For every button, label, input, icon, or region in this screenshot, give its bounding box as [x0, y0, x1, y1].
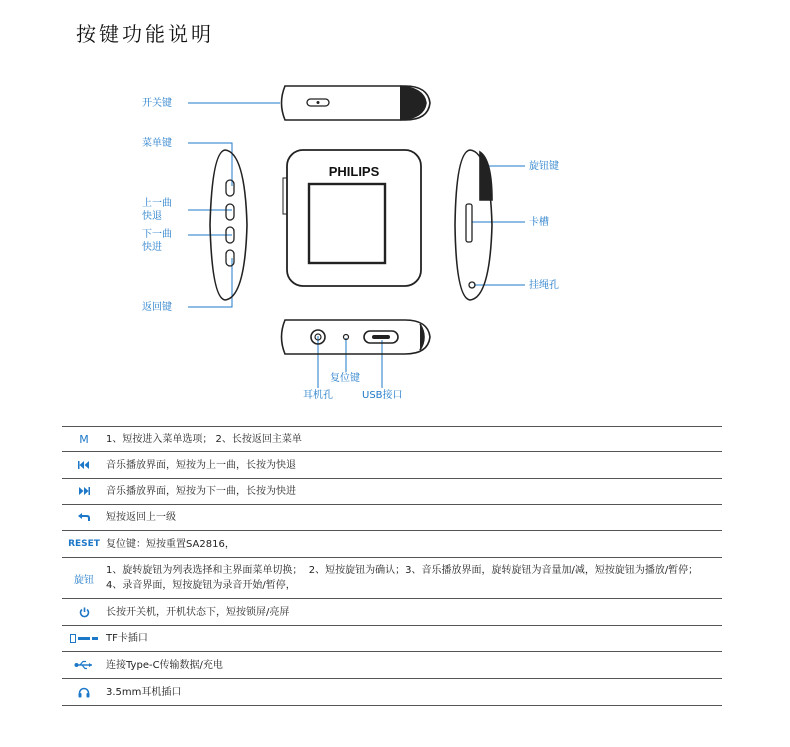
label-knob: 旋钮键	[529, 161, 559, 172]
row-text: 连接Type-C传输数据/充电	[106, 659, 223, 671]
label-reset: 复位键	[330, 373, 360, 384]
knob-text-icon: 旋钮	[74, 574, 94, 586]
usb-icon	[62, 660, 106, 671]
table-row	[62, 504, 722, 530]
next-track-icon	[62, 487, 106, 497]
table-row	[62, 598, 722, 625]
row-text: 1、旋转旋钮为列表选择和主界面菜单切换； 2、短按旋钮为确认；3、音乐播放界面，旋转旋钮为音量加/减，短按旋钮为播放/暂停； 4、录音界面，短按旋钮为录音开始/暂停，	[106, 565, 699, 591]
micro-sd-icon	[62, 634, 106, 644]
device-right-side-view	[455, 150, 492, 300]
table-row	[62, 678, 722, 706]
device-bottom-view	[282, 320, 431, 354]
label-menu: 菜单键	[142, 138, 172, 149]
back-arrow-icon	[62, 513, 106, 523]
table-row	[62, 478, 722, 504]
page-title: 按键功能说明	[76, 22, 214, 46]
table-row	[62, 625, 722, 651]
row-text: 1、短按进入菜单选项； 2、长按返回主菜单	[106, 433, 302, 445]
reset-text-icon: RESET	[68, 539, 100, 549]
row-text: 短按返回上一级	[106, 512, 176, 523]
label-usb: USB接口	[362, 390, 403, 401]
label-lanyard: 挂绳孔	[529, 280, 559, 291]
label-card-slot: 卡槽	[529, 217, 549, 228]
previous-track-icon	[62, 460, 106, 470]
label-back: 返回键	[142, 302, 172, 313]
row-text: 复位键：短按重置SA2816，	[106, 538, 235, 550]
menu-m-icon: M	[79, 432, 89, 446]
label-headphone: 耳机孔	[303, 390, 333, 401]
row-text: 长按开关机，开机状态下，短按锁屏/亮屏	[106, 606, 290, 618]
device-top-view	[282, 86, 431, 120]
row-text: TF卡插口	[106, 633, 148, 644]
table-row	[62, 557, 722, 598]
table-row	[62, 651, 722, 678]
table-row	[62, 451, 722, 478]
device-left-side-view	[210, 150, 247, 300]
key-function-table	[62, 426, 722, 706]
row-text: 3.5mm耳机插口	[106, 686, 182, 698]
power-icon	[62, 607, 106, 618]
table-row	[62, 426, 722, 451]
device-front-view	[283, 150, 421, 286]
headphone-icon	[62, 687, 106, 698]
label-next: 下一曲 快进	[142, 229, 172, 253]
brand-logo: PHILIPS	[328, 164, 380, 179]
row-text: 音乐播放界面，短按为下一曲，长按为快进	[106, 486, 296, 497]
label-prev: 上一曲 快退	[142, 198, 172, 222]
label-power: 开关键	[142, 98, 172, 109]
table-row	[62, 530, 722, 557]
row-text: 音乐播放界面，短按为上一曲，长按为快退	[106, 459, 296, 471]
